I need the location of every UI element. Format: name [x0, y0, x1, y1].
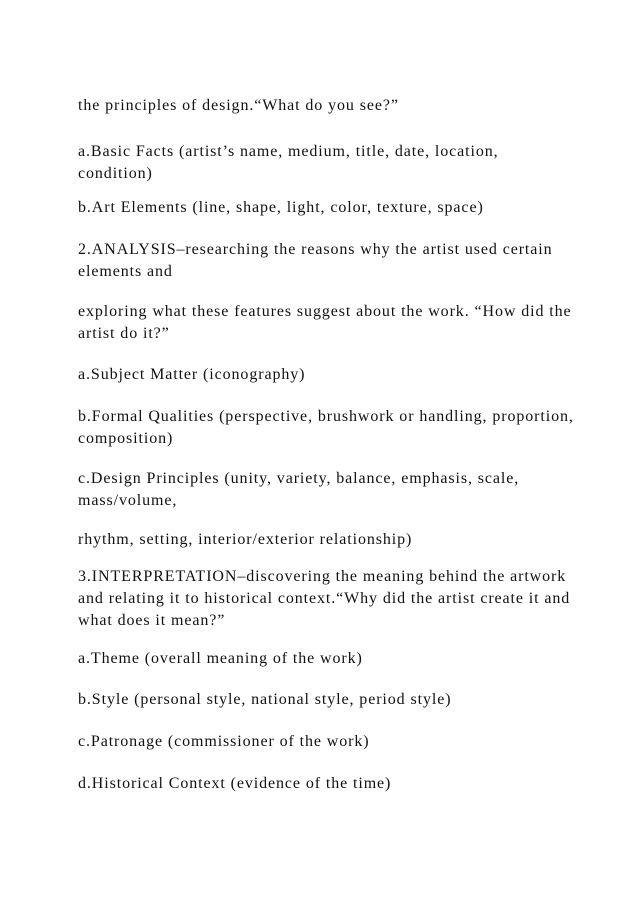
paragraph-art-elements: b.Art Elements (line, shape, light, color, texture, space) — [78, 199, 484, 216]
paragraph-basic-facts: a.Basic Facts (artist’s name, medium, title, date, location, condition) — [78, 143, 499, 182]
paragraph-style: b.Style (personal style, national style, period style) — [78, 691, 452, 708]
paragraph-subject-matter: a.Subject Matter (iconography) — [78, 366, 306, 383]
paragraph-interpretation-heading: 3.INTERPRETATION–discovering the meaning behind the artwork and relating it to historical context.“Why did the artist create it and what does it mean?” — [78, 568, 571, 629]
paragraph-principles-of-design: the principles of design.“What do you see?” — [78, 97, 399, 114]
paragraph-theme: a.Theme (overall meaning of the work) — [78, 650, 363, 667]
paragraph-historical-context: d.Historical Context (evidence of the time) — [78, 775, 392, 792]
paragraph-analysis-continued: exploring what these features suggest about the work. “How did the artist do it?” — [78, 303, 572, 342]
paragraph-design-principles: c.Design Principles (unity, variety, balance, emphasis, scale, mass/volume, — [78, 470, 520, 509]
paragraph-rhythm-setting: rhythm, setting, interior/exterior relationship) — [78, 531, 413, 548]
paragraph-formal-qualities: b.Formal Qualities (perspective, brushwork or handling, proportion, composition) — [78, 408, 574, 447]
paragraph-patronage: c.Patronage (commissioner of the work) — [78, 733, 370, 750]
paragraph-analysis-heading: 2.ANALYSIS–researching the reasons why the artist used certain elements and — [78, 241, 553, 280]
